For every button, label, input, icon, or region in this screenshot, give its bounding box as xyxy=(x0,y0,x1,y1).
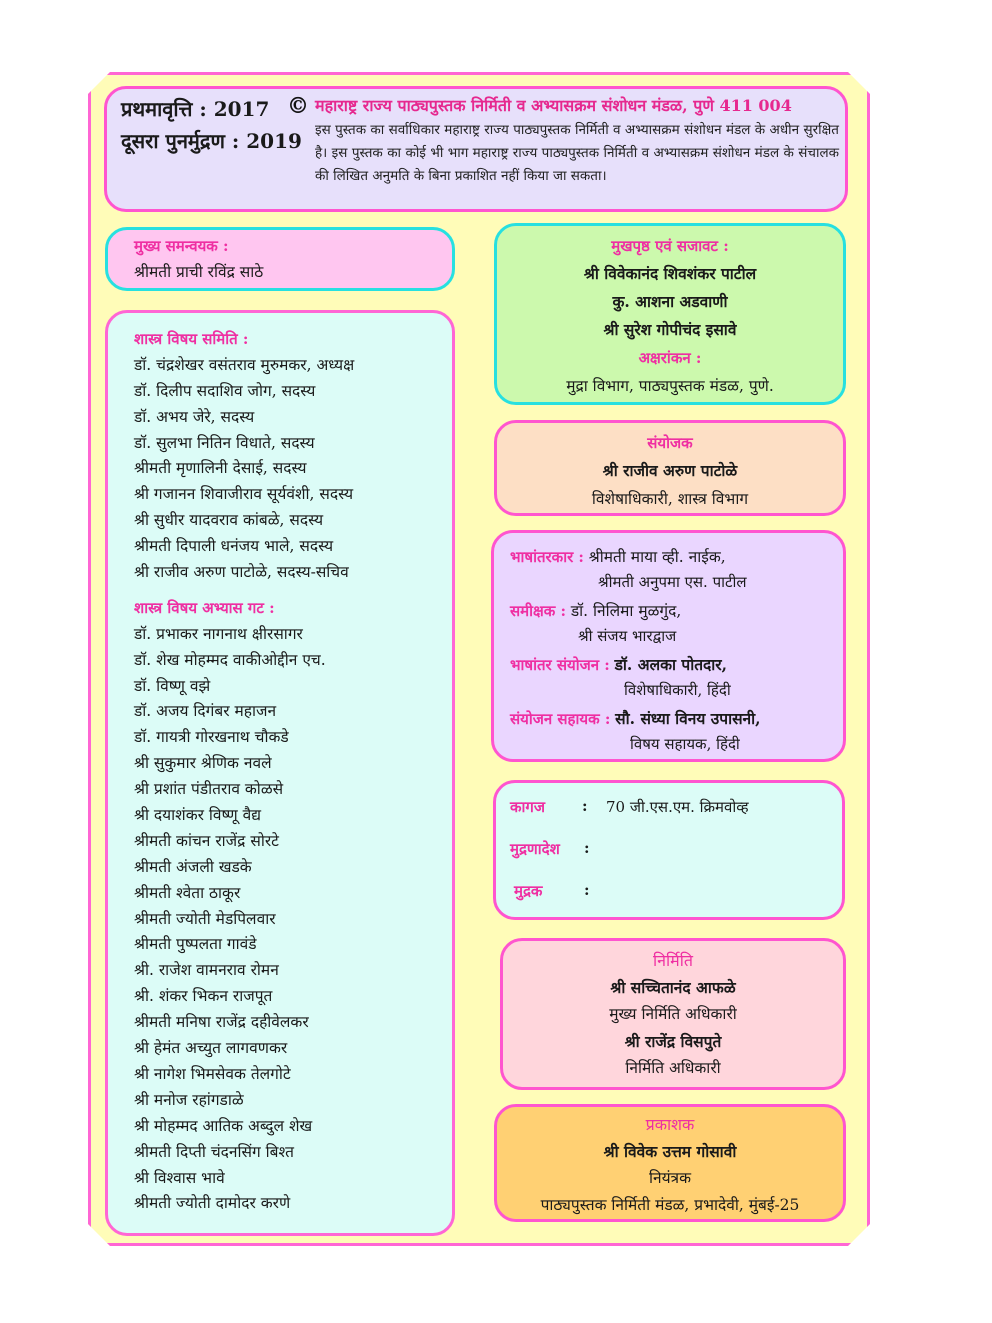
cover-designer-name: कु. आशना अडवाणी xyxy=(612,292,728,311)
study-group-member: डॉ. प्रभाकर नागनाथ क्षीरसागर xyxy=(134,624,303,643)
committee-member: डॉ. दिलीप सदाशिव जोग, सदस्य xyxy=(134,381,316,400)
publisher-label: प्रकाशक xyxy=(645,1115,695,1134)
publisher-name: श्री विवेक उत्तम गोसावी xyxy=(603,1142,737,1161)
committee-member: श्री राजीव अरुण पाटोळे, सदस्य-सचिव xyxy=(134,563,349,582)
chief-coordinator-label: मुख्य समन्वयक : xyxy=(134,237,229,255)
committee-member: श्री गजानन शिवाजीराव सूर्यवंशी, सदस्य xyxy=(134,485,354,504)
print-info-box xyxy=(493,780,845,920)
translation-coord-name: डॉ. अलका पोतदार, xyxy=(614,655,728,674)
study-group-member: श्रीमती पुष्पलता गावंडे xyxy=(134,935,257,954)
study-group-member: डॉ. विष्णू वझे xyxy=(134,676,211,695)
study-group-member: श्री दयाशंकर विष्णू वैद्य xyxy=(134,806,262,825)
copyright-text: इस पुस्तक का सर्वाधिकार महाराष्ट्र राज्य पाठ्यपुस्तक निर्मिती व अभ्यासक्रम संशोधन मंडल के अधीन सुरक्षित है। इस पुस्तक का कोई भी भाग महाराष्ट्र राज्य पाठ्यपुस्तक निर्मिती व अभ्यासक्रम संशोधन मंडल के संचालक की लिखित अनुमति के बिना प्रकाशित नहीं किया जा सकता। xyxy=(315,122,839,184)
reviewer-name: श्री संजय भारद्वाज xyxy=(578,627,677,645)
science-committee-label: शास्त्र विषय समिति : xyxy=(134,330,249,348)
committee-member: डॉ. चंद्रशेखर वसंतराव मुरुमकर, अध्यक्ष xyxy=(134,355,355,374)
paper-value: 70 जी.एस.एम. क्रिमवोव्ह xyxy=(606,798,749,816)
cover-designer-name: श्री सुरेश गोपीचंद इसावे xyxy=(603,320,737,339)
study-group-member: डॉ. अजय दिगंबर महाजन xyxy=(134,702,277,721)
convener-role: विशेषाधिकारी, शास्त्र विभाग xyxy=(591,490,749,508)
cover-designer-name: श्री विवेकानंद शिवशंकर पाटील xyxy=(583,264,757,283)
production-officer-name: श्री राजेंद्र विसपुते xyxy=(624,1032,722,1051)
reprint-label: दूसरा पुनर्मुद्रण : 2019 xyxy=(121,129,302,153)
print-order-colon: : xyxy=(584,839,590,857)
translator-name: श्रीमती माया व्ही. नाईक, xyxy=(588,548,726,566)
edition-label: प्रथमावृत्ति : 2017 xyxy=(121,97,270,121)
coord-assistant-role: विषय सहायक, हिंदी xyxy=(630,735,740,753)
study-group-member: श्री मोहम्मद आतिक अब्दुल शेख xyxy=(134,1116,313,1135)
study-group-member: श्रीमती दिप्ती चंदनसिंग बिश्त xyxy=(134,1142,294,1161)
paper-label: कागज xyxy=(510,798,545,816)
committee-member: श्रीमती दिपाली धनंजय भाले, सदस्य xyxy=(134,537,334,556)
translation-coord-role: विशेषाधिकारी, हिंदी xyxy=(624,681,731,699)
study-group-member: डॉ. शेख मोहम्मद वाकीओद्दीन एच. xyxy=(134,650,326,669)
convener-box xyxy=(494,420,846,516)
publisher-line xyxy=(287,93,839,119)
chief-coordinator-name: श्रीमती प्राची रविंद्र साठे xyxy=(134,262,264,281)
production-label: निर्मिति xyxy=(652,951,693,970)
study-group-member: श्रीमती मनिषा राजेंद्र दहीवेलकर xyxy=(134,1013,309,1032)
study-group-member: श्री. राजेश वामनराव रोमन xyxy=(134,961,279,980)
publisher-line-text: महाराष्ट्र राज्य पाठ्यपुस्तक निर्मिती व अभ्यासक्रम संशोधन मंडळ, पुणे 411 004 xyxy=(315,96,792,115)
study-group-member: डॉ. गायत्री गोरखनाथ चौकडे xyxy=(134,728,289,747)
committee-member: श्रीमती मृणालिनी देसाई, सदस्य xyxy=(134,459,307,478)
printer-label: मुद्रक xyxy=(514,882,543,900)
paper-colon: : xyxy=(582,797,588,815)
reviewer-label: समीक्षक : xyxy=(510,602,567,620)
committee-member: डॉ. अभय जेरे, सदस्य xyxy=(134,407,255,426)
typesetting-value: मुद्रा विभाग, पाठ्यपुस्तक मंडळ, पुणे. xyxy=(566,377,774,395)
translator-label: भाषांतरकार : xyxy=(510,548,584,566)
convener-label: संयोजक xyxy=(647,434,693,452)
study-group-label: शास्त्र विषय अभ्यास गट : xyxy=(134,598,275,617)
coord-assistant-label: संयोजन सहायक : xyxy=(510,710,611,728)
translator-name: श्रीमती अनुपमा एस. पाटील xyxy=(598,573,747,591)
cover-design-label: मुखपृष्ठ एवं सजावट : xyxy=(611,237,729,255)
reviewer-name: डॉ. निलिमा मुळगुंद, xyxy=(570,602,682,620)
production-officer-role: निर्मिति अधिकारी xyxy=(625,1059,721,1077)
copyright-icon: © xyxy=(287,93,309,119)
study-group-member: श्री नागेश भिमसेवक तेलगोटे xyxy=(134,1064,291,1083)
committee-member: डॉ. सुलभा नितिन विधाते, सदस्य xyxy=(134,433,315,452)
production-officer-role: मुख्य निर्मिति अधिकारी xyxy=(609,1005,737,1023)
study-group-member: श्रीमती ज्योती दामोदर करणे xyxy=(134,1194,291,1213)
committee-member: श्री सुधीर यादवराव कांबळे, सदस्य xyxy=(134,511,324,530)
translation-box xyxy=(491,530,846,762)
study-group-member: श्रीमती कांचन राजेंद्र सोरटे xyxy=(134,831,279,850)
copyright-header-box xyxy=(104,86,848,212)
publisher-role: नियंत्रक xyxy=(648,1169,692,1187)
print-order-label: मुद्रणादेश xyxy=(510,840,560,858)
study-group-member: श्रीमती श्वेता ठाकूर xyxy=(134,883,241,902)
convener-name: श्री राजीव अरुण पाटोळे xyxy=(602,461,738,480)
publisher-box xyxy=(494,1104,846,1222)
committee-box xyxy=(105,310,455,1236)
production-officer-name: श्री सच्चितानंद आफळे xyxy=(610,978,736,997)
chief-coordinator-box xyxy=(105,227,455,291)
study-group-member: श्री हेमंत अच्युत लागवणकर xyxy=(134,1039,288,1058)
study-group-member: श्रीमती अंजली खडके xyxy=(134,857,252,876)
study-group-member: श्री प्रशांत पंडीतराव कोळसे xyxy=(134,780,284,799)
study-group-member: श्री. शंकर भिकन राजपूत xyxy=(134,987,273,1006)
publisher-address: पाठ्यपुस्तक निर्मिती मंडळ, प्रभादेवी, मुंबई-25 xyxy=(540,1196,800,1214)
printer-colon: : xyxy=(584,881,590,899)
study-group-member: श्री विश्वास भावे xyxy=(134,1168,225,1187)
typesetting-label: अक्षरांकन : xyxy=(638,349,702,367)
study-group-member: श्री सुकुमार श्रेणिक नवले xyxy=(134,754,272,773)
coord-assistant-name: सौ. संध्या विनय उपासनी, xyxy=(615,709,761,728)
production-box xyxy=(500,938,846,1090)
translation-coord-label: भाषांतर संयोजन : xyxy=(510,656,610,674)
study-group-member: श्रीमती ज्योती मेडपिलवार xyxy=(134,909,276,928)
study-group-member: श्री मनोज रहांगडाळे xyxy=(134,1090,244,1109)
cover-design-box xyxy=(494,223,846,405)
